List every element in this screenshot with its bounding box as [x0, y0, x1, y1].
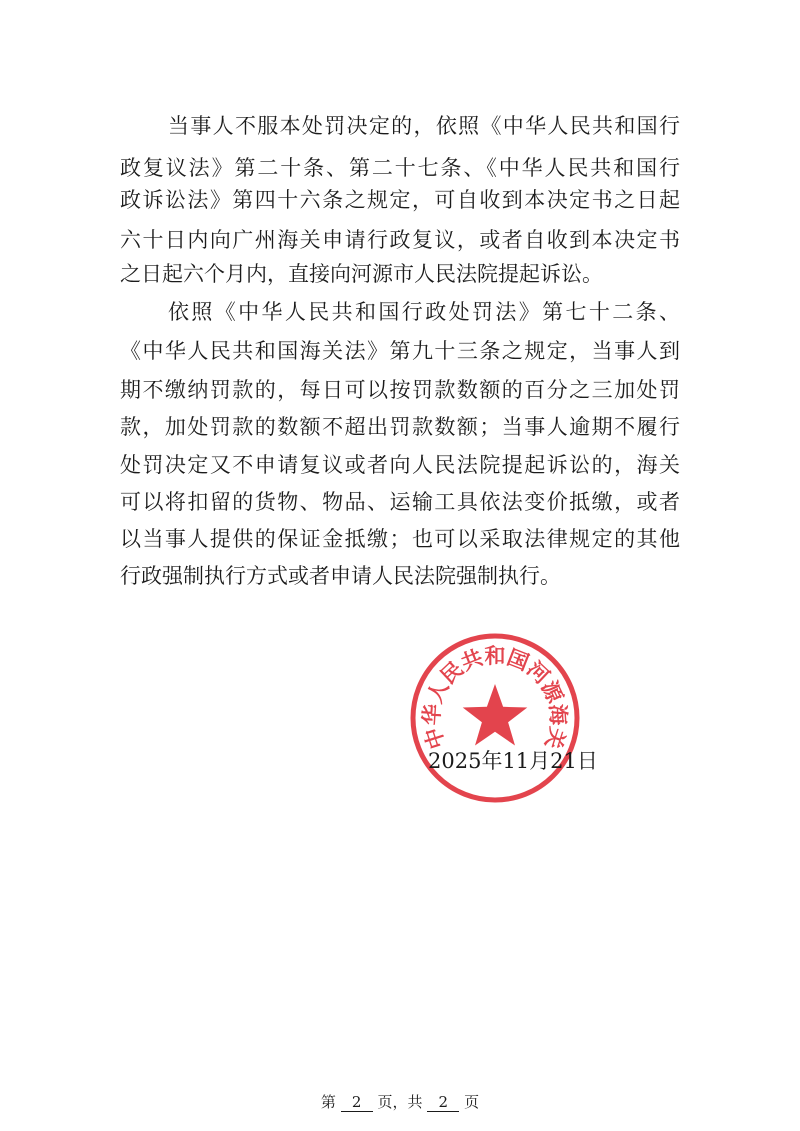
- paragraph-1-line-5: 之日起六个月内，直接向河源市人民法院提起诉讼。: [120, 262, 603, 286]
- paragraph-2-line-3: 期不缴纳罚款的，每日可以按罚款数额的百分之三加处罚: [120, 378, 680, 402]
- document-date: 2025年11月21日: [428, 749, 598, 773]
- paragraph-1-line-3: 政诉讼法》第四十六条之规定，可自收到本决定书之日起: [120, 188, 680, 212]
- paragraph-2-line-2: 《中华人民共和国海关法》第九十三条之规定，当事人到: [120, 339, 680, 363]
- paragraph-2-line-4: 款，加处罚款的数额不超出罚款数额；当事人逾期不履行: [120, 415, 680, 439]
- footer-prefix: 第: [320, 1093, 336, 1111]
- paragraph-2-line-8: 行政强制执行方式或者申请人民法院强制执行。: [120, 564, 561, 588]
- seal-text: 中华人民共和国河源海关: [418, 642, 572, 753]
- footer-middle: 页，共: [377, 1093, 423, 1111]
- paragraph-2-line-5: 处罚决定又不申请复议或者向人民法院提起诉讼的，海关: [120, 453, 680, 477]
- paragraph-1-line-2: 政复议法》第二十条、第二十七条、《中华人民共和国行: [120, 156, 680, 180]
- current-page-number: 2: [341, 1093, 373, 1112]
- footer-suffix: 页: [464, 1093, 480, 1111]
- paragraph-2-line-7: 以当事人提供的保证金抵缴；也可以采取法律规定的其他: [120, 527, 680, 551]
- total-page-count: 2: [427, 1093, 459, 1112]
- star-icon: [463, 684, 528, 746]
- paragraph-2-line-6: 可以将扣留的货物、物品、运输工具依法变价抵缴，或者: [120, 490, 680, 514]
- page-footer: [0, 1092, 800, 1112]
- paragraph-2-line-1: 依照《中华人民共和国行政处罚法》第七十二条、: [168, 300, 680, 324]
- official-seal: [405, 628, 585, 808]
- paragraph-1-line-1: 当事人不服本处罚决定的，依照《中华人民共和国行: [168, 114, 680, 138]
- paragraph-1-line-4: 六十日内向广州海关申请行政复议，或者自收到本决定书: [120, 228, 680, 252]
